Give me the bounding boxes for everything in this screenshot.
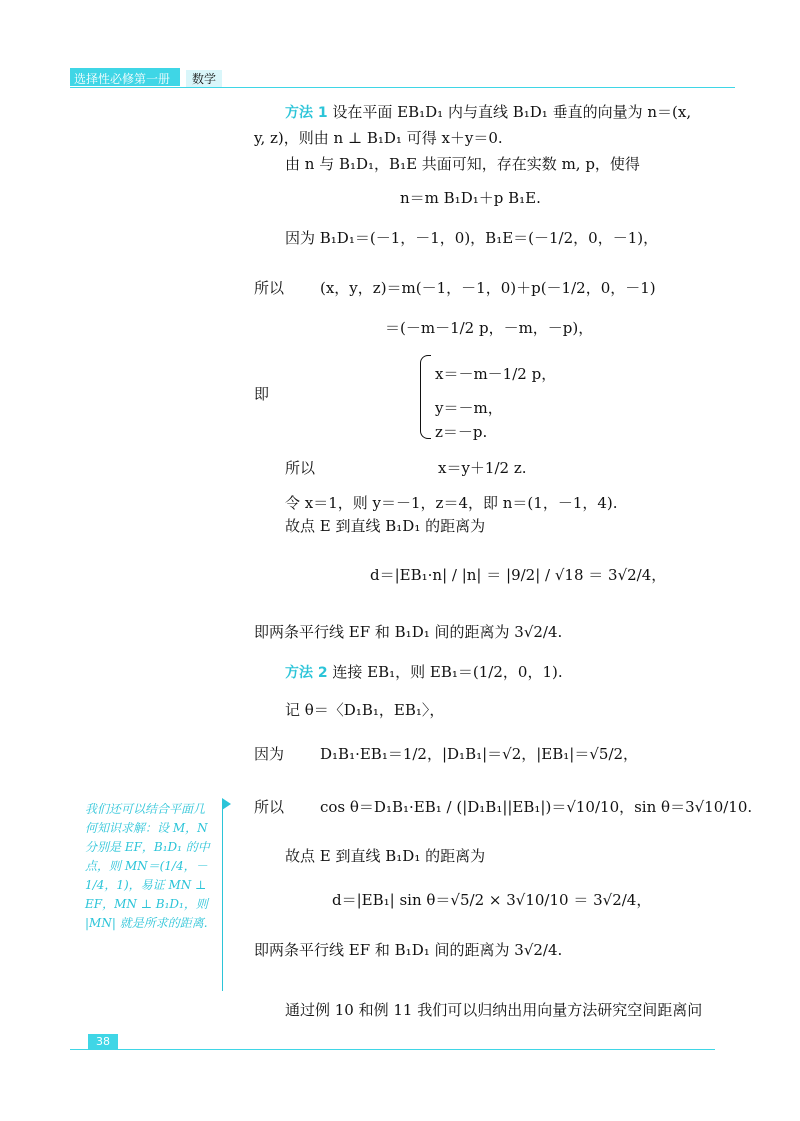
system-brace xyxy=(420,355,431,439)
method1-so-eq1: (x，y，z)＝m(－1，－1，0)＋p(－1/2，0，－1) xyxy=(320,279,656,297)
method2-so-label: 所以 xyxy=(254,798,285,816)
method2-so-eq: cos θ＝D₁B₁·EB₁ / (|D₁B₁||EB₁|)＝√10/10，sin θ＝3√10/10. xyxy=(320,798,753,816)
side-note: 我们还可以结合平面几何知识求解：设 M，N 分别是 EF，B₁D₁ 的中点，则 MN＝(1/4，－1/4，1)，易证 MN ⊥ EF，MN ⊥ B₁D₁，则 |MN| 就是所求的距离. xyxy=(85,802,210,930)
method1-ji-label: 即 xyxy=(254,385,270,403)
header-rule xyxy=(70,87,735,88)
method1-dist-intro: 故点 E 到直线 B₁D₁ 的距离为 xyxy=(285,517,486,535)
closing-paragraph: 通过例 10 和例 11 我们可以归纳出用向量方法研究空间距离问 xyxy=(285,1001,703,1019)
method2-line1: 方法 2 连接 EB₁，则 EB₁＝(1/2，0，1). xyxy=(285,663,563,681)
method1-eq-n: n＝m B₁D₁＋p B₁E. xyxy=(400,189,541,207)
system-eq3: z＝－p. xyxy=(435,423,488,441)
method1-so-eq2: ＝(－m－1/2 p，－m，－p)， xyxy=(385,319,594,337)
side-note-arrow-icon xyxy=(222,798,231,810)
method1-so-label: 所以 xyxy=(254,279,285,297)
method2-because-eq: D₁B₁·EB₁＝1/2，|D₁B₁|＝√2，|EB₁|＝√5/2， xyxy=(320,745,639,763)
method1-line3: 由 n 与 B₁D₁，B₁E 共面可知，存在实数 m, p，使得 xyxy=(285,155,640,173)
subject-label: 数学 xyxy=(186,70,222,87)
method2-dist-intro: 故点 E 到直线 B₁D₁ 的距离为 xyxy=(285,847,486,865)
method1-so2-label: 所以 xyxy=(285,459,316,477)
method1-line1: 方法 1 设在平面 EB₁D₁ 内与直线 B₁D₁ 垂直的向量为 n＝(x, xyxy=(285,103,692,121)
method2-because-label: 因为 xyxy=(254,745,285,763)
method1-line2: y, z)，则由 n ⊥ B₁D₁ 可得 x＋y＝0. xyxy=(254,129,503,147)
page-number: 38 xyxy=(88,1034,118,1050)
method2-d-formula: d＝|EB₁| sin θ＝√5/2 × 3√10/10 ＝ 3√2/4， xyxy=(332,891,652,909)
system-eq1: x＝－m－1/2 p， xyxy=(435,365,557,383)
method2-line2: 记 θ＝〈D₁B₁，EB₁〉， xyxy=(285,701,445,719)
method1-conclusion: 即两条平行线 EF 和 B₁D₁ 间的距离为 3√2/4. xyxy=(254,623,563,641)
method1-because: 因为 B₁D₁＝(－1，－1，0)，B₁E＝(－1/2，0，－1)， xyxy=(285,229,659,247)
method2-conclusion: 即两条平行线 EF 和 B₁D₁ 间的距离为 3√2/4. xyxy=(254,941,563,959)
book-title: 选择性必修第一册 xyxy=(74,72,171,86)
method1-let-line: 令 x＝1，则 y＝－1，z＝4，即 n＝(1，－1，4). xyxy=(285,494,618,512)
method1-label: 方法 1 xyxy=(285,105,328,121)
footer-rule xyxy=(70,1049,715,1050)
method1-d-formula: d＝|EB₁·n| / |n| ＝ |9/2| / √18 ＝ 3√2/4， xyxy=(370,566,667,584)
method1-so2-eq: x＝y＋1/2 z. xyxy=(438,459,527,477)
system-eq2: y＝－m， xyxy=(435,399,503,417)
method2-label: 方法 2 xyxy=(285,665,328,681)
side-note-bracket xyxy=(218,806,223,991)
